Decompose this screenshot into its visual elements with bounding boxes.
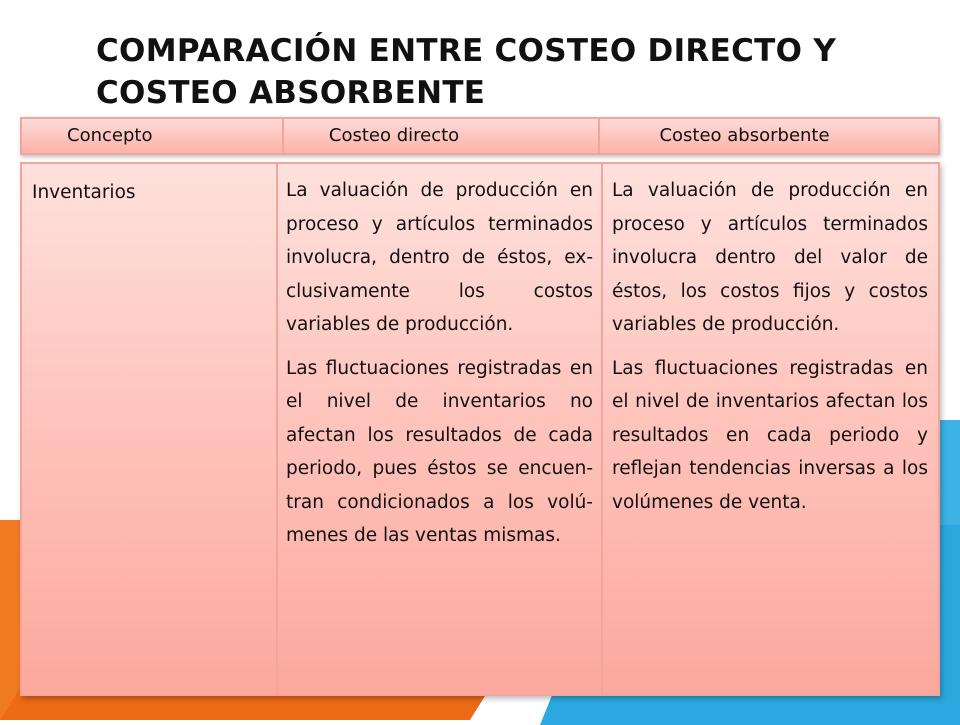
comparison-table bbox=[20, 162, 940, 696]
cell-concepto bbox=[22, 164, 278, 694]
slide-title-line-2: COSTEO ABSORBENTE bbox=[96, 75, 486, 111]
absorbente-paragraph-2: Las fluctuaciones registradas en el nivel de inventarios afectan los resultados en cada periodo y reflejan tendencias inversas a los volúmenes de venta. bbox=[612, 357, 928, 513]
slide-title-line-1: COMPARACIÓN ENTRE COSTEO DIRECTO Y bbox=[96, 33, 837, 69]
header-concepto: Concepto bbox=[67, 125, 153, 146]
header-divider bbox=[598, 117, 600, 155]
table-header-row bbox=[20, 117, 940, 155]
slide-title bbox=[96, 30, 896, 114]
directo-paragraph-1: La valuación de producción en proceso y artículos terminados involucra, dentro de éstos, ex- clusivamente los costos variables de producción. bbox=[286, 180, 593, 335]
header-divider bbox=[282, 117, 284, 155]
directo-paragraph-2: Las fluctuaciones registradas en el nivel de inventarios no afectan los resultados de cada periodo, pues éstos se encuen- tran condicionados a los volú- menes de las ventas mismas. bbox=[286, 357, 593, 546]
header-costeo-absorbente: Costeo absorbente bbox=[659, 125, 830, 146]
header-costeo-directo: Costeo directo bbox=[328, 125, 460, 146]
cell-costeo-absorbente bbox=[603, 164, 938, 694]
cell-costeo-directo bbox=[278, 164, 603, 694]
concepto-text: Inventarios bbox=[32, 182, 136, 203]
absorbente-paragraph-1: La valuación de producción en proceso y artículos terminados involucra dentro del valor de éstos, los costos fijos y costos variables de producción. bbox=[612, 180, 928, 335]
